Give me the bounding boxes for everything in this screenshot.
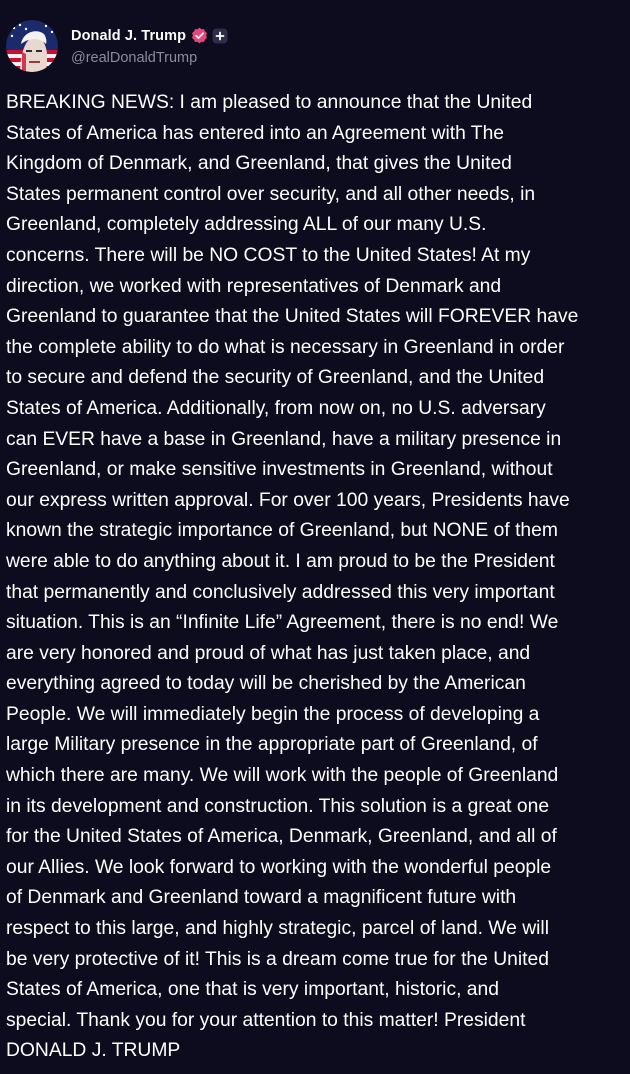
flag-portrait-avatar[interactable]	[6, 20, 58, 72]
author-handle[interactable]: @realDonaldTrump	[71, 49, 198, 66]
post-text: BREAKING NEWS: I am pleased to announce that the United States of America has entered into an Agreement with The Kingdom of Denmark, and Greenland, that gives the United States permanent control over security, and all other needs, in Greenland, completely addressing ALL of our many U.S. concerns. There will be NO COST to the United States! At my direction, we worked with representatives of Denmark and Greenland to guarantee that the United States will FOREVER have the complete ability to do what is necessary in Greenland in order to secure and defend the security of Greenland, and the United States of America. Additionally, from now on, no U.S. adversary can EVER have a base in Greenland, have a military presence in Greenland, or make sensitive investments in Greenland, without our express written approval. For over 100 years, Presidents have known the strategic importance of Greenland, but NONE of them were able to do anything about it. I am proud to be the President that permanently and conclusively addressed this very important situation. This is an “Infinite Life” Agreement, there is no end! We are very honored and proud of what has just taken place, and everything agreed to today will be cherished by the American People. We will immediately begin the process of developing a large Military presence in the appropriate part of Greenland, of which there are many. We will work with the people of Greenland in its development and construction. This solution is a great one for the United States of America, Denmark, Greenland, and all of our Allies. We look forward to working with the wonderful people of Denmark and Greenland toward a magnificent future with respect to this large, and highly strategic, parcel of land. We will be very protective of it! This is a dream come true for the United States of America, one that is very important, historic, and special. Thank you for your attention to this matter! President DONALD J. TRUMP	[6, 92, 579, 1062]
plus-badge-icon	[212, 28, 228, 44]
post-header	[6, 18, 228, 74]
name-row	[71, 25, 228, 47]
verified-badge-icon	[191, 27, 208, 44]
author-identity	[71, 25, 228, 66]
author-display-name[interactable]: Donald J. Trump	[71, 27, 187, 44]
